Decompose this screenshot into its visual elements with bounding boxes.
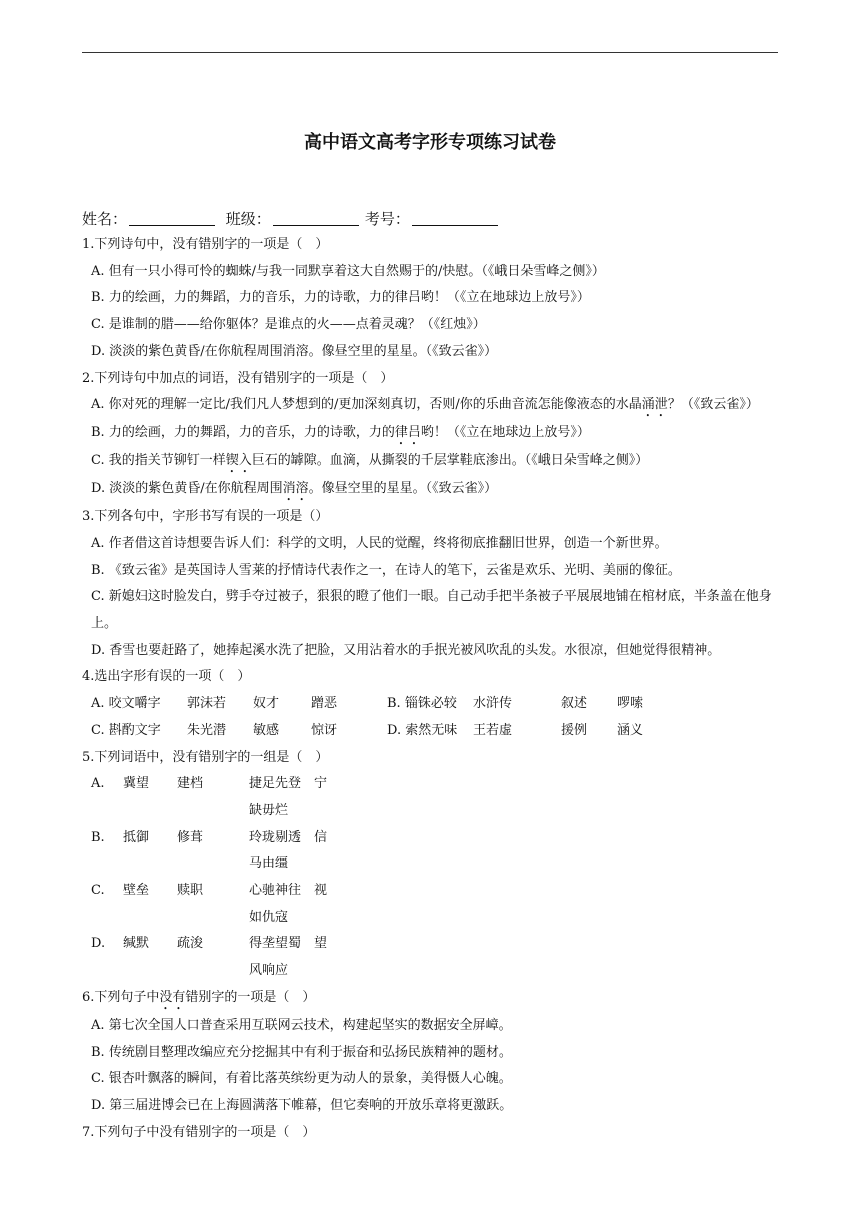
option-a: A. 但有一只小得可怜的蜘蛛/与我一同默享着这大自然赐于的/快慰。（《峨日朵雪峰之侧》） (91, 263, 605, 279)
question-4 (82, 664, 782, 744)
dotted-word: 涌泄 (641, 397, 668, 413)
option-d (82, 476, 782, 504)
option-text: 巨石的罅隙。血滴，从撕裂的千层掌鞋底渗出。（《峨日朵雪峰之侧》） (251, 453, 649, 469)
option-letter: D. (91, 936, 106, 952)
option-b: B. 《致云雀》是英国诗人雪莱的抒情诗代表作之一，在诗人的笔下，云雀是欢乐、光明、美丽的像征。 (91, 562, 681, 578)
page-title: 高中语文高考字形专项练习试卷 (304, 132, 556, 153)
question-title: 3.下列各句中，字形书写有误的一项是（） (82, 509, 329, 525)
word-cell: 建档 (177, 776, 204, 792)
word-cell (249, 931, 329, 984)
word-text: 宁缺毋烂 (249, 776, 328, 818)
option-c: C. 新媳妇这时脸发白，劈手夺过被子，狠狠的瞪了他们一眼。自己动手把半条被子平展展地铺在棺材底，半条盖在他身上。 (91, 589, 772, 632)
word-text: 玲珑剔透 (249, 829, 302, 845)
question-title: 4.选出字形有误的一项（ ） (82, 669, 251, 685)
title-text: 6.下列句子中 (82, 989, 160, 1005)
word-cell: 奴才 (253, 696, 280, 712)
word-cell: 赎职 (177, 883, 204, 899)
class-blank[interactable] (273, 211, 359, 226)
word-text: 得垄望蜀 (249, 936, 302, 952)
option-text: C. 我的指关节铆钉一样 (91, 453, 226, 469)
word-cell: B. 锱铢必较 (387, 696, 457, 712)
option-c: C. 是谁制的腊——给你躯体？是谁点的火——点着灵魂？（《红烛》） (91, 317, 486, 333)
student-info-line (82, 208, 504, 229)
dotted-word: 锲入 (225, 453, 252, 469)
question-list (82, 232, 782, 1146)
word-cell: C. 斟酌文字 (91, 722, 161, 738)
word-cell: 惊讶 (311, 722, 338, 738)
question-7 (82, 1120, 782, 1147)
question-1 (82, 232, 782, 366)
exam-number-blank[interactable] (412, 211, 498, 226)
question-title: 2.下列诗句中加点的词语，没有错别字的一项是（ ） (82, 370, 394, 386)
exam-number-label: 考号： (364, 210, 410, 228)
word-text: 捷足先登 (249, 776, 302, 792)
word-text: 望风响应 (249, 936, 328, 979)
word-cell: D. 索然无味 (387, 722, 458, 738)
option-text: B. 力的绘画，力的舞蹈，力的音乐，力的诗歌，力的 (91, 425, 395, 441)
option-a (82, 771, 782, 824)
question-title: 7.下列句子中没有错别字的一项是（ ） (82, 1124, 316, 1140)
option-text: ？（《致云雀》） (667, 397, 759, 413)
option-c: C. 银杏叶飘落的瞬间，有着比落英缤纷更为动人的景象，美得慑人心魄。 (91, 1071, 512, 1087)
option-d: D. 香雪也要赶路了，她捧起溪水洗了把脸，又用沾着水的手抿光被风吹乱的头发。水很凉，但她觉得很精神。 (91, 642, 721, 658)
question-6 (82, 985, 782, 1120)
option-b: B. 力的绘画，力的舞蹈，力的音乐，力的诗歌，力的律吕哟！（《立在地球边上放号》） (91, 290, 590, 306)
question-title: 1.下列诗句中，没有错别字的一项是（ ） (82, 237, 329, 252)
word-cell: 疏浚 (177, 936, 204, 952)
word-cell: 援例 (561, 722, 588, 738)
option-text: D. 淡淡的紫色黄昏/在你航程周围 (91, 481, 283, 497)
option-a: A. 作者借这首诗想要告诉人们：科学的文明，人民的觉醒，终将彻底推翻旧世界，创造一个新世界。 (91, 535, 668, 551)
dotted-word: 消溶 (282, 481, 309, 497)
word-cell: 朱光潜 (187, 722, 227, 738)
word-cell: 蹭恶 (311, 696, 338, 712)
word-cell: 水浒传 (473, 696, 513, 712)
option-c (82, 878, 782, 931)
word-text: 视如仇寇 (249, 883, 328, 925)
option-d: D. 第三届进博会已在上海圆满落下帷幕，但它奏响的开放乐章将更激跃。 (91, 1097, 513, 1113)
name-label: 姓名： (82, 210, 128, 228)
name-blank[interactable] (129, 211, 215, 226)
word-cell (249, 878, 329, 931)
word-cell: 冀望 (123, 776, 150, 792)
dotted-word: 律吕 (394, 425, 421, 441)
question-3 (82, 504, 782, 664)
word-cell: 王若虚 (473, 722, 513, 738)
option-letter: C. (91, 883, 105, 899)
word-cell (249, 771, 329, 824)
question-2 (82, 366, 782, 505)
title-text: 错别字的一项是（ ） (185, 989, 316, 1005)
option-b (82, 420, 782, 448)
header-rule (82, 52, 778, 53)
option-a: A. 第七次全国人口普查采用互联网云技术，构建起坚实的数据安全屏嶂。 (91, 1017, 512, 1033)
option-text: 。像昼空里的星星。（《致云雀》） (308, 481, 498, 497)
word-cell: 敏感 (253, 722, 280, 738)
option-row-cd (82, 718, 782, 745)
option-letter: A. (91, 776, 105, 792)
option-b: B. 传统剧目整理改编应充分挖掘其中有利于振奋和弘扬民族精神的题材。 (91, 1044, 512, 1060)
word-text: 心驰神往 (249, 883, 302, 899)
question-title (82, 985, 782, 1013)
class-label: 班级： (225, 210, 271, 228)
word-cell: A. 咬文嚼字 (91, 696, 161, 712)
word-cell: 涵义 (617, 722, 644, 738)
dotted-word: 没有 (159, 989, 186, 1005)
option-text: A. 你对死的理解一定比/我们凡人梦想到的/更加深刻真切，否则/你的乐曲音流怎能像液态的水晶 (91, 397, 642, 413)
option-text: 哟！（《立在地球边上放号》） (420, 425, 590, 441)
option-d: D. 淡淡的紫色黄昏/在你航程周围消溶。像昼空里的星星。（《致云雀》） (91, 343, 498, 359)
word-text: 信马由缰 (249, 829, 328, 872)
word-cell: 抵御 (123, 829, 150, 845)
option-d (82, 931, 782, 984)
word-cell (249, 825, 329, 878)
option-b (82, 825, 782, 878)
word-cell: 叙述 (561, 696, 588, 712)
option-row-ab (82, 691, 782, 718)
word-cell: 缄默 (123, 936, 150, 952)
option-c (82, 448, 782, 476)
option-letter: B. (91, 829, 105, 845)
word-cell: 修葺 (177, 829, 204, 845)
word-cell: 壁垒 (123, 883, 150, 899)
word-cell: 啰嗦 (617, 696, 644, 712)
question-5 (82, 745, 782, 985)
option-a (82, 392, 782, 420)
question-title: 5.下列词语中，没有错别字的一组是（ ） (82, 749, 329, 765)
word-cell: 郭沫若 (187, 696, 227, 712)
